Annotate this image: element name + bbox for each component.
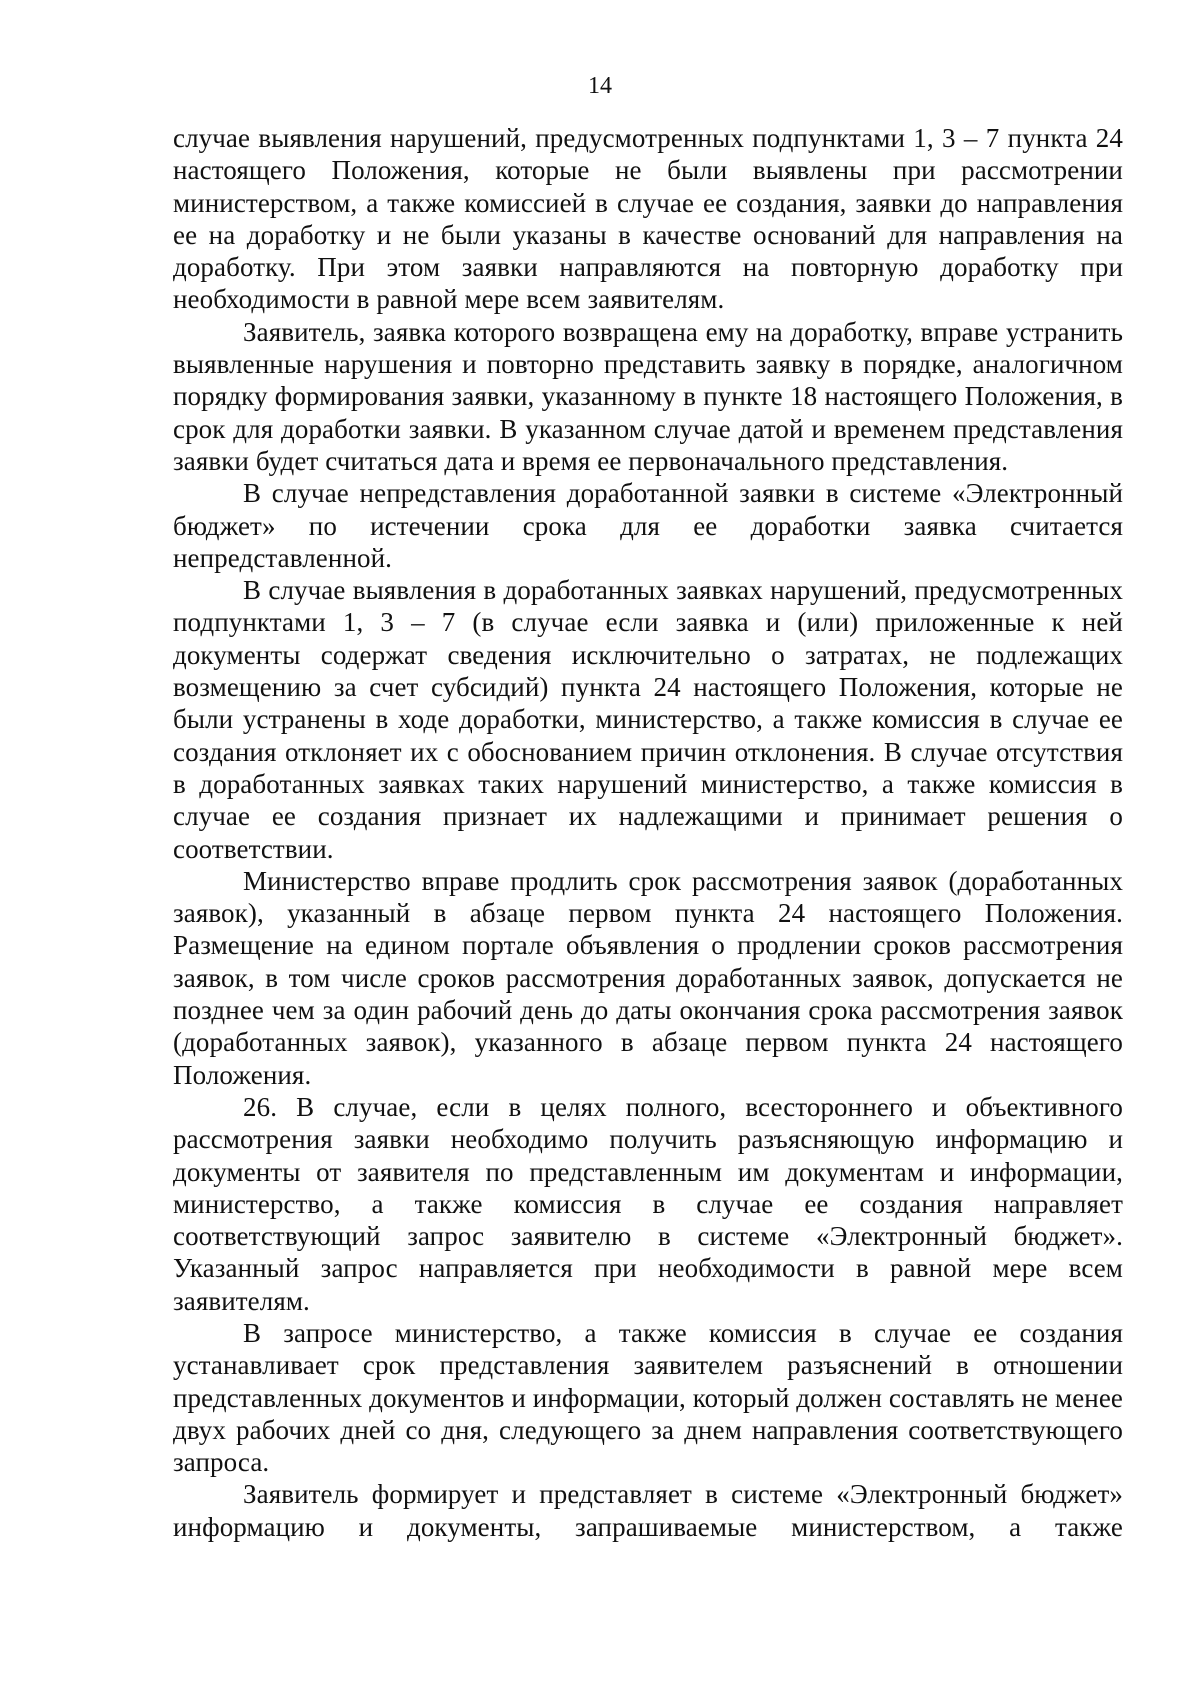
paragraph: 26. В случае, если в целях полного, всестороннего и объективного рассмотрения заявки необходимо получить разъясняющую информацию и документы от заявителя по представленным им документам и информации, министерство, а также комиссия в случае ее создания направляет соответствующий запрос заявителю в системе «Электронный бюджет». Указанный запрос направляется при необходимости в равной мере всем заявителям. xyxy=(173,1091,1123,1316)
body-text xyxy=(173,122,1123,1543)
page-number: 14 xyxy=(588,73,612,99)
paragraph: Министерство вправе продлить срок рассмотрения заявок (доработанных заявок), указанный в абзаце первом пункта 24 настоящего Положения. Размещение на едином портале объявления о продлении сроков рассмотрения заявок, в том числе сроков рассмотрения доработанных заявок, допускается не позднее чем за один рабочий день до даты окончания срока рассмотрения заявок (доработанных заявок), указанного в абзаце первом пункта 24 настоящего Положения. xyxy=(173,865,1123,1090)
paragraph: Заявитель, заявка которого возвращена ему на доработку, вправе устранить выявленные нарушения и повторно представить заявку в порядке, аналогичном порядку формирования заявки, указанному в пункте 18 настоящего Положения, в срок для доработки заявки. В указанном случае датой и временем представления заявки будет считаться дата и время ее первоначального представления. xyxy=(173,316,1123,476)
paragraph: В случае непредставления доработанной заявки в системе «Электронный бюджет» по истечении срока для ее доработки заявка считается непредставленной. xyxy=(173,478,1123,573)
paragraph: случае выявления нарушений, предусмотренных подпунктами 1, 3 – 7 пункта 24 настоящего Положения, которые не были выявлены при рассмотрении министерством, а также комиссией в случае ее создания, заявки до направления ее на доработку и не были указаны в качестве оснований для направления на доработку. При этом заявки направляются на повторную доработку при необходимости в равной мере всем заявителям. xyxy=(173,123,1123,315)
paragraph: В случае выявления в доработанных заявках нарушений, предусмотренных подпунктами 1, 3 – 7 (в случае если заявка и (или) приложенные к ней документы содержат сведения исключительно о затратах, не подлежащих возмещению за счет субсидий) пункта 24 настоящего Положения, которые не были устранены в ходе доработки, министерство, а также комиссия в случае ее создания отклоняет их с обоснованием причин отклонения. В случае отсутствия в доработанных заявках таких нарушений министерство, а также комиссия в случае ее создания признает их надлежащими и принимает решения о соответствии. xyxy=(173,575,1123,864)
paragraph: Заявитель формирует и представляет в системе «Электронный бюджет» информацию и документы, запрашиваемые министерством, а также xyxy=(173,1479,1123,1542)
paragraph: В запросе министерство, а также комиссия в случае ее создания устанавливает срок представления заявителем разъяснений в отношении представленных документов и информации, который должен составлять не менее двух рабочих дней со дня, следующего за днем направления соответствующего запроса. xyxy=(173,1317,1123,1478)
